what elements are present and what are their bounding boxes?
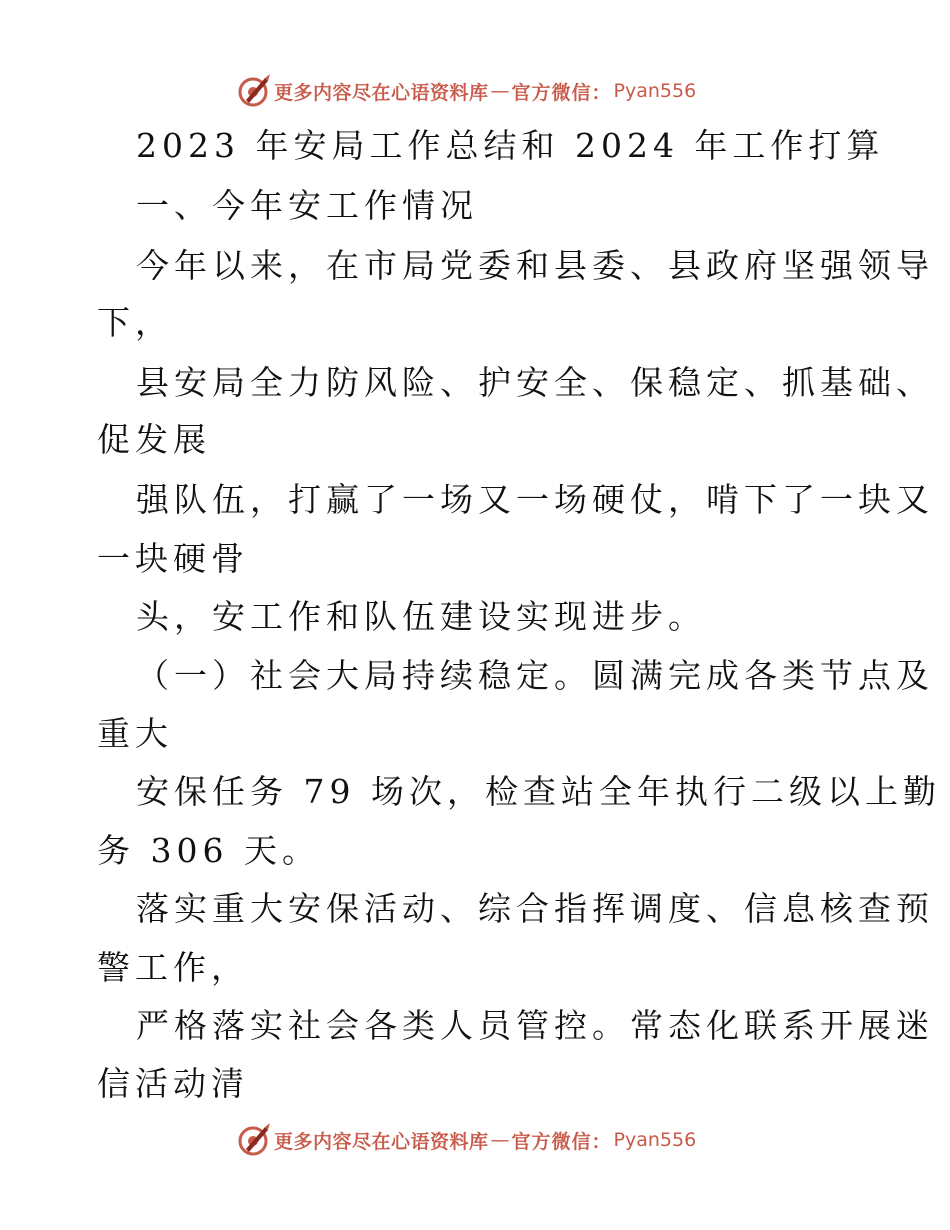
watermark-label: 官方微信： bbox=[511, 81, 612, 104]
paragraph-line: 严格落实社会各类人员管控。常态化联系开展迷 bbox=[136, 1006, 934, 1045]
paragraph-line: 促发展 bbox=[97, 420, 211, 459]
paragraph-line: 安保任务 79 场次，检查站全年执行二级以上勤 bbox=[136, 772, 941, 811]
paragraph-line: 落实重大安保活动、综合指挥调度、信息核查预 bbox=[136, 889, 934, 928]
paragraph-line: 重大 bbox=[97, 714, 173, 753]
paragraph-line: 信活动清 bbox=[97, 1064, 249, 1103]
watermark-brand: 更多内容尽在心语资料库 bbox=[274, 81, 489, 104]
paragraph-line: 警工作， bbox=[97, 948, 249, 987]
paragraph-line: 今年以来，在市局党委和县委、县政府坚强领导 bbox=[136, 246, 934, 285]
watermark-dash: — bbox=[490, 80, 510, 102]
paragraph-line: 务 306 天。 bbox=[97, 831, 320, 870]
watermark-label: 官方微信： bbox=[511, 1130, 612, 1153]
paragraph-line: 下， bbox=[97, 303, 173, 342]
document-title: 2023 年安局工作总结和 2024 年工作打算 bbox=[136, 126, 885, 165]
paragraph-line: 强队伍，打赢了一场又一场硬仗，啃下了一块又 bbox=[136, 480, 934, 519]
footer-watermark bbox=[236, 1122, 696, 1158]
paragraph-line: 头，安工作和队伍建设实现进步。 bbox=[136, 597, 706, 636]
brush-logo-icon bbox=[236, 1122, 272, 1158]
watermark-brand: 更多内容尽在心语资料库 bbox=[274, 1130, 489, 1153]
subsection-heading: （一）社会大局持续稳定。圆满完成各类节点及 bbox=[136, 656, 934, 695]
watermark-wechat-id: Pyan556 bbox=[613, 80, 697, 102]
paragraph-line: 县安局全力防风险、护安全、保稳定、抓基础、 bbox=[136, 363, 934, 402]
paragraph-line: 一块硬骨 bbox=[97, 539, 249, 578]
watermark-wechat-id: Pyan556 bbox=[613, 1129, 697, 1151]
section-heading: 一、今年安工作情况 bbox=[136, 186, 478, 225]
watermark-dash: — bbox=[490, 1129, 510, 1151]
